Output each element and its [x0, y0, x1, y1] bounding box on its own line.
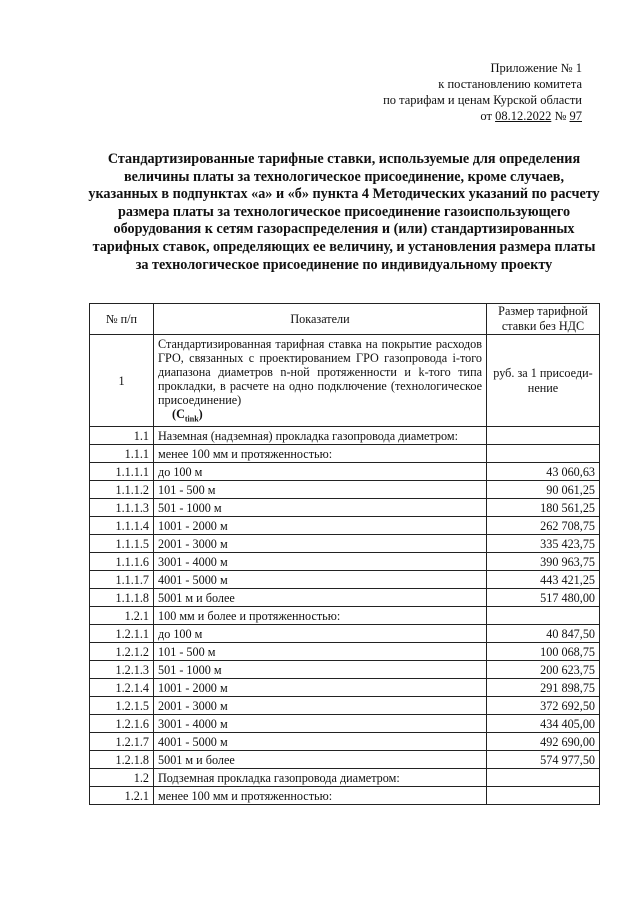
header-num: № п/п [90, 304, 154, 335]
row-label: 5001 м и более [154, 589, 487, 607]
row-num: 1.2.1.1 [90, 625, 154, 643]
row-value [487, 445, 600, 463]
table-row [90, 733, 600, 751]
row-num: 1.1.1.6 [90, 553, 154, 571]
main-row-description: Стандартизированная тарифная ставка на покрытие расходов ГРО, связанных с проектированием ГРО газопровода i-того диапазона диаметров n-ной протяженности и k-того типа прокладки, в расчете на одно подключение (технологическое присоединение) [158, 337, 482, 407]
table-row [90, 499, 600, 517]
row-value: 43 060,63 [487, 463, 600, 481]
table-row [90, 787, 600, 805]
row-label: 4001 - 5000 м [154, 571, 487, 589]
rate-symbol-subscript: tink [184, 414, 199, 424]
appendix-line-2: к постановлению комитета [438, 77, 582, 91]
row-value: 40 847,50 [487, 625, 600, 643]
row-num: 1.1.1.8 [90, 589, 154, 607]
table-row [90, 715, 600, 733]
row-num: 1.2.1.5 [90, 697, 154, 715]
row-label: Подземная прокладка газопровода диаметром: [154, 769, 487, 787]
appendix-date: 08.12.2022 [495, 109, 552, 123]
row-value: 200 623,75 [487, 661, 600, 679]
table-row [90, 607, 600, 625]
appendix-number-sign: № [551, 109, 570, 123]
row-num: 1.1 [90, 427, 154, 445]
row-value: 291 898,75 [487, 679, 600, 697]
row-value: 372 692,50 [487, 697, 600, 715]
header-value: Размер тарифной ставки без НДС [487, 304, 600, 335]
row-num: 1.1.1.3 [90, 499, 154, 517]
row-value: 434 405,00 [487, 715, 600, 733]
row-value: 390 963,75 [487, 553, 600, 571]
row-value: 100 068,75 [487, 643, 600, 661]
appendix-line-4 [383, 108, 582, 124]
main-rate-row [90, 335, 600, 427]
header-indicator: Показатели [154, 304, 487, 335]
table-row [90, 625, 600, 643]
row-label: 101 - 500 м [154, 643, 487, 661]
row-value: 517 480,00 [487, 589, 600, 607]
table-row [90, 679, 600, 697]
row-value [487, 787, 600, 805]
document-title: Стандартизированные тарифные ставки, используемые для определения величины платы за технологическое присоединение, кроме случаев, указанных в подпунктах «а» и «б» пункта 4 Методических указаний по расчету размера платы за технологическое присоединение газоиспользующего оборудования к сетям газораспределения и (или) стандартизированных тарифных ставок, определяющих ее величину, и установления размера платы за технологическое присоединение по индивидуальному проекту [88, 151, 600, 273]
row-num: 1.2.1.8 [90, 751, 154, 769]
row-label: 501 - 1000 м [154, 499, 487, 517]
main-row-num: 1 [90, 335, 154, 427]
row-value: 335 423,75 [487, 535, 600, 553]
row-value [487, 769, 600, 787]
row-label: до 100 м [154, 625, 487, 643]
table-header-row [90, 304, 600, 335]
rate-symbol: $(C_{tink})$ [172, 407, 203, 424]
table-row [90, 571, 600, 589]
row-label: 5001 м и более [154, 751, 487, 769]
row-value: 574 977,50 [487, 751, 600, 769]
table-row [90, 643, 600, 661]
row-label: 3001 - 4000 м [154, 553, 487, 571]
row-num: 1.1.1.2 [90, 481, 154, 499]
row-label: 501 - 1000 м [154, 661, 487, 679]
table-row [90, 463, 600, 481]
table-row [90, 751, 600, 769]
appendix-line-3: по тарифам и ценам Курской области [383, 93, 582, 107]
table-row [90, 589, 600, 607]
row-label: Наземная (надземная) прокладка газопровода диаметром: [154, 427, 487, 445]
row-num: 1.1.1 [90, 445, 154, 463]
table-row [90, 427, 600, 445]
table-row [90, 697, 600, 715]
row-num: 1.1.1.4 [90, 517, 154, 535]
row-num: 1.2.1.3 [90, 661, 154, 679]
row-num: 1.1.1.5 [90, 535, 154, 553]
row-label: 2001 - 3000 м [154, 697, 487, 715]
appendix-date-prefix: от [480, 109, 496, 123]
row-label: до 100 м [154, 463, 487, 481]
row-value: 180 561,25 [487, 499, 600, 517]
table-row [90, 535, 600, 553]
row-label: 100 мм и более и протяженностью: [154, 607, 487, 625]
row-label: менее 100 мм и протяженностью: [154, 445, 487, 463]
row-value: 492 690,00 [487, 733, 600, 751]
row-value [487, 607, 600, 625]
row-value: 443 421,25 [487, 571, 600, 589]
table-row [90, 553, 600, 571]
table-row [90, 517, 600, 535]
row-value: 90 061,25 [487, 481, 600, 499]
row-num: 1.2.1 [90, 607, 154, 625]
appendix-line-1: Приложение № 1 [490, 61, 582, 75]
row-label: менее 100 мм и протяженностью: [154, 787, 487, 805]
table-row [90, 445, 600, 463]
rate-symbol-letter: C [176, 407, 185, 421]
row-label: 1001 - 2000 м [154, 517, 487, 535]
table-row [90, 661, 600, 679]
row-num: 1.2.1.7 [90, 733, 154, 751]
main-row-unit: руб. за 1 присоеди-нение [487, 335, 600, 427]
row-label: 4001 - 5000 м [154, 733, 487, 751]
table-row [90, 481, 600, 499]
row-label: 1001 - 2000 м [154, 679, 487, 697]
row-num: 1.2 [90, 769, 154, 787]
row-num: 1.1.1.1 [90, 463, 154, 481]
row-value: 262 708,75 [487, 517, 600, 535]
row-value [487, 427, 600, 445]
row-num: 1.2.1.4 [90, 679, 154, 697]
row-num: 1.2.1.2 [90, 643, 154, 661]
row-num: 1.2.1.6 [90, 715, 154, 733]
row-label: 3001 - 4000 м [154, 715, 487, 733]
appendix-number: 97 [569, 109, 582, 123]
row-num: 1.2.1 [90, 787, 154, 805]
rates-table [89, 303, 600, 805]
row-label: 101 - 500 м [154, 481, 487, 499]
row-num: 1.1.1.7 [90, 571, 154, 589]
table-row [90, 769, 600, 787]
row-label: 2001 - 3000 м [154, 535, 487, 553]
appendix-header [383, 60, 582, 124]
main-row-indicator [154, 335, 487, 427]
